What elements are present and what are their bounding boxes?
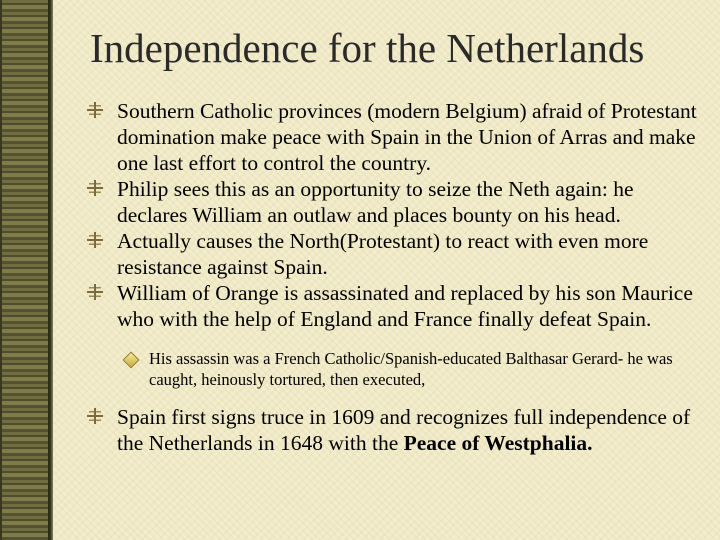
bullet-text: Southern Catholic provinces (modern Belgium) afraid of Protestant domination make peace with Spain in the Union of Arras and make one last effort to control the country. <box>117 99 697 175</box>
ornate-bullet-icon <box>87 232 103 248</box>
bullet-text: Philip sees this as an opportunity to seize the Neth again: he declares William an outlaw and places bounty on his head. <box>117 177 634 227</box>
bullet-text: Actually causes the North(Protestant) to react with even more resistance against Spain. <box>117 229 649 279</box>
slide-content <box>87 98 702 456</box>
bullet-item <box>87 98 702 176</box>
bullet-text: Spain first signs truce in 1609 and recognizes full independence of the Netherlands in 1648 with the <box>117 405 691 455</box>
sub-bullet-item <box>125 348 702 390</box>
decorative-border-strip <box>0 0 50 540</box>
slide-title: Independence for the Netherlands <box>90 25 645 71</box>
bullet-item <box>87 280 702 332</box>
ornate-bullet-icon <box>87 102 103 118</box>
bullet-item <box>87 228 702 280</box>
bullet-text: William of Orange is assassinated and replaced by his son Maurice who with the help of England and France finally defeat Spain. <box>117 281 693 331</box>
sub-bullet-text: His assassin was a French Catholic/Spanish-educated Balthasar Gerard- he was caught, heinously tortured, then executed, <box>149 349 673 389</box>
ornate-bullet-icon <box>87 180 103 196</box>
bullet-bold-text: Peace of Westphalia. <box>403 431 593 455</box>
diamond-bullet-icon <box>123 352 140 369</box>
ornate-bullet-icon <box>87 408 103 424</box>
border-edge <box>50 0 53 540</box>
ornate-bullet-icon <box>87 284 103 300</box>
bullet-item <box>87 404 702 456</box>
bullet-item <box>87 176 702 228</box>
